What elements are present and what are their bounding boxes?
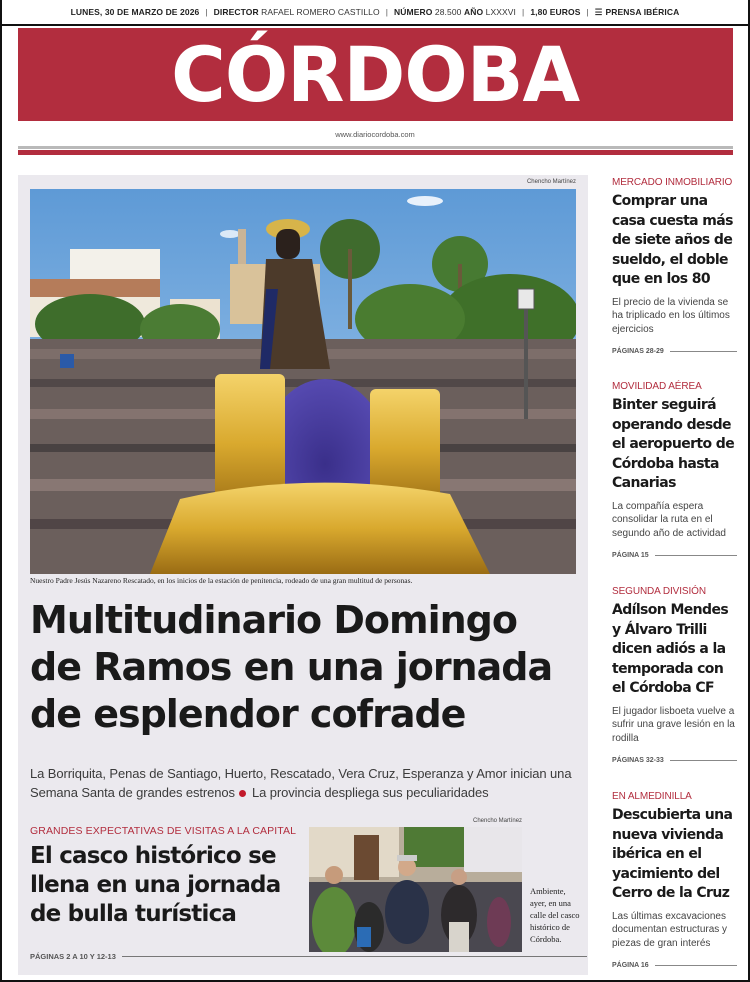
story-summary: El jugador lisboeta vuelve a sufrir una grave lesión en la rodilla [612, 705, 735, 744]
story-kicker: MERCADO INMOBILIARIO [612, 177, 733, 188]
director-name: RAFAEL ROMERO CASTILLO [261, 7, 380, 17]
page-reference: PÁGINAS 2 A 10 Y 12-13 [30, 952, 116, 961]
sidebar-story[interactable] [612, 586, 737, 764]
page-reference: PÁGINA 16 [612, 962, 649, 969]
story-page-ref [612, 348, 737, 355]
headline-line: Multitudinario Domingo [30, 598, 517, 642]
rule-line [655, 555, 737, 556]
tourists-street-illustration [309, 827, 522, 952]
sidebar-story[interactable] [612, 791, 737, 969]
publisher-group: PRENSA IBÉRICA [605, 7, 680, 17]
story-kicker: EN ALMEDINILLA [612, 791, 692, 802]
secondary-photo-caption: Ambiente, ayer, en una calle del casco histórico de Córdoba. [530, 886, 580, 944]
photo-credit: Chencho Martínez [526, 179, 576, 185]
story-headline[interactable]: Adílson Mendes y Álvaro Trilli dicen adiós a la temporada con el Córdoba CF [612, 602, 729, 696]
photo-caption: Nuestro Padre Jesús Nazareno Rescatado, en los inicios de la estación de penitencia, rodeado de una gran multitud de personas. [30, 576, 413, 585]
sidebar-story[interactable] [612, 381, 737, 559]
date: LUNES, 30 DE MARZO DE 2026 [70, 7, 200, 17]
newspaper-logo: CÓRDOBA [171, 29, 580, 119]
story-kicker: MOVILIDAD AÉREA [612, 381, 702, 392]
story-summary: El precio de la vivienda se ha triplicado en los últimos ejercicios [612, 296, 730, 335]
subheadline-part-2: La provincia despliega sus peculiaridades [251, 785, 489, 800]
secondary-photo[interactable] [309, 827, 522, 952]
story-headline[interactable]: Binter seguirá operando desde el aeropuerto de Córdoba hasta Canarias [612, 397, 735, 491]
separator: | [586, 7, 589, 17]
headline-line: de esplendor cofrade [30, 692, 466, 736]
rule-line [122, 956, 587, 957]
page-reference: PÁGINAS 28-29 [612, 348, 664, 355]
secondary-headline[interactable]: El casco histórico se llena en una jornada de bulla turística [30, 843, 281, 927]
headline-line: de Ramos en una jornada [30, 645, 553, 689]
dateline-bar [0, 0, 750, 26]
lead-photo[interactable] [30, 189, 576, 574]
story-headline[interactable]: Comprar una casa cuesta más de siete años de sueldo, el doble que en los 80 [612, 193, 733, 287]
rule-line [655, 965, 737, 966]
website-url[interactable]: www.diariocordoba.com [335, 130, 415, 139]
year-label: AÑO [463, 7, 484, 17]
story-page-ref [612, 757, 737, 764]
page-reference: PÁGINAS 32-33 [612, 757, 664, 764]
procession-photo-illustration [30, 189, 576, 574]
rule-line [670, 760, 737, 761]
page-reference: PÁGINA 15 [612, 552, 649, 559]
separator: | [522, 7, 525, 17]
story-kicker: SEGUNDA DIVISIÓN [612, 586, 706, 597]
bullet-icon [239, 790, 246, 797]
secondary-kicker: GRANDES EXPECTATIVAS DE VISITAS A LA CAPITAL [30, 825, 297, 837]
number-value: 28.500 [434, 7, 462, 17]
number-label: NÚMERO [394, 7, 433, 17]
lead-subheadline [30, 764, 585, 802]
lead-story[interactable] [18, 175, 588, 975]
masthead[interactable] [18, 28, 733, 121]
director-label: DIRECTOR [213, 7, 259, 17]
price: 1,80 EUROS [530, 7, 581, 17]
separator: | [205, 7, 208, 17]
year-value: LXXXVI [485, 7, 517, 17]
secondary-page-ref[interactable] [30, 952, 595, 961]
story-page-ref [612, 552, 737, 559]
sidebar-story[interactable] [612, 177, 737, 355]
story-summary: Las últimas excavaciones documentan estructuras y piezas de gran interés [612, 910, 728, 949]
story-page-ref [612, 962, 737, 969]
divider-grey [18, 146, 733, 149]
rule-line [670, 351, 737, 352]
secondary-photo-credit: Chencho Martínez [473, 818, 523, 824]
divider-red [18, 150, 733, 155]
subheadline-part-1: La Borriquita, Penas de Santiago, Huerto, Rescatado, Vera Cruz, Esperanza y Amor inician una Semana Santa de grandes estrenos [30, 766, 572, 800]
story-headline[interactable]: Descubierta una nueva vivienda ibérica en el yacimiento del Cerro de la Cruz [612, 807, 733, 901]
separator: | [385, 7, 389, 17]
story-summary: La compañía espera consolidar la ruta en el segundo año de actividad [612, 500, 726, 539]
lead-headline[interactable] [30, 597, 580, 738]
prensa-iberica-logo-icon: ☰ [594, 6, 603, 17]
